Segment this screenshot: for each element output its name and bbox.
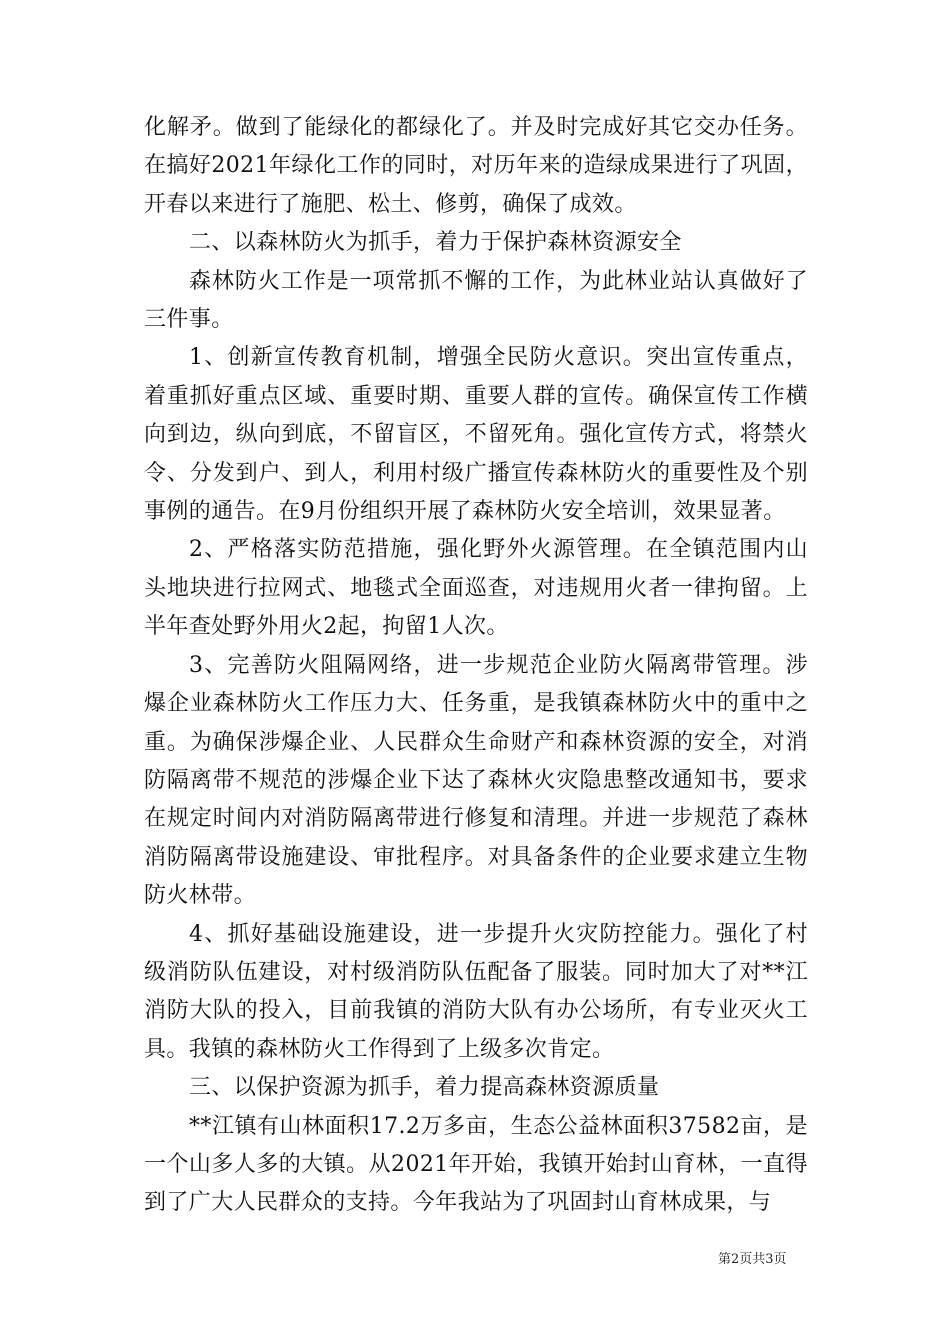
paragraph: 2、严格落实防范措施，强化野外火源管理。在全镇范围内山头地块进行拉网式、地毯式全面巡查，对违规用火者一律拘留。上半年查处野外用火2起，拘留1人次。 xyxy=(144,537,808,640)
document-body xyxy=(144,109,808,1223)
paragraph: 4、抓好基础设施建设，进一步提升火灾防控能力。强化了村级消防队伍建设，对村级消防队伍配备了服装。同时加大了对**江消防大队的投入，目前我镇的消防大队有办公场所，有专业灭火工具。我镇的森林防火工作得到了上级多次肯定。 xyxy=(144,921,808,1062)
section-heading: 三、以保护资源为抓手，着力提高森林资源质量 xyxy=(189,1075,660,1101)
paragraph: 化解矛。做到了能绿化的都绿化了。并及时完成好其它交办任务。在搞好2021年绿化工作的同时，对历年来的造绿成果进行了巩固，开春以来进行了施肥、松土、修剪，确保了成效。 xyxy=(144,115,808,217)
paragraph: 森林防火工作是一项常抓不懈的工作，为此林业站认真做好了三件事。 xyxy=(144,268,808,333)
paragraph: 1、创新宣传教育机制，增强全民防火意识。突出宣传重点，着重抓好重点区域、重要时期、重要人群的宣传。确保宣传工作横向到边，纵向到底，不留盲区，不留死角。强化宣传方式，将禁火令、分发到户、到人，利用村级广播宣传森林防火的重要性及个别事例的通告。在9月份组织开展了森林防火安全培训，效果显著。 xyxy=(144,345,808,525)
section-heading: 二、以森林防火为抓手，着力于保护森林资源安全 xyxy=(189,230,682,256)
paragraph: **江镇有山林面积17.2万多亩，生态公益林面积37582亩，是一个山多人多的大镇。从2021年开始，我镇开始封山育林，一直得到了广大人民群众的支持。今年我站为了巩固封山育林成果，与 xyxy=(144,1113,808,1216)
paragraph: 3、完善防火阻隔网络，进一步规范企业防火隔离带管理。涉爆企业森林防火工作压力大、任务重，是我镇森林防火中的重中之重。为确保涉爆企业、人民群众生命财产和森林资源的安全，对消防隔离带不规范的涉爆企业下达了森林火灾隐患整改通知书，要求在规定时间内对消防隔离带进行修复和清理。并进一步规范了森林消防隔离带设施建设、审批程序。对具备条件的企业要求建立生物防火林带。 xyxy=(144,652,808,909)
page-number: 第2页共3页 xyxy=(718,1252,787,1267)
